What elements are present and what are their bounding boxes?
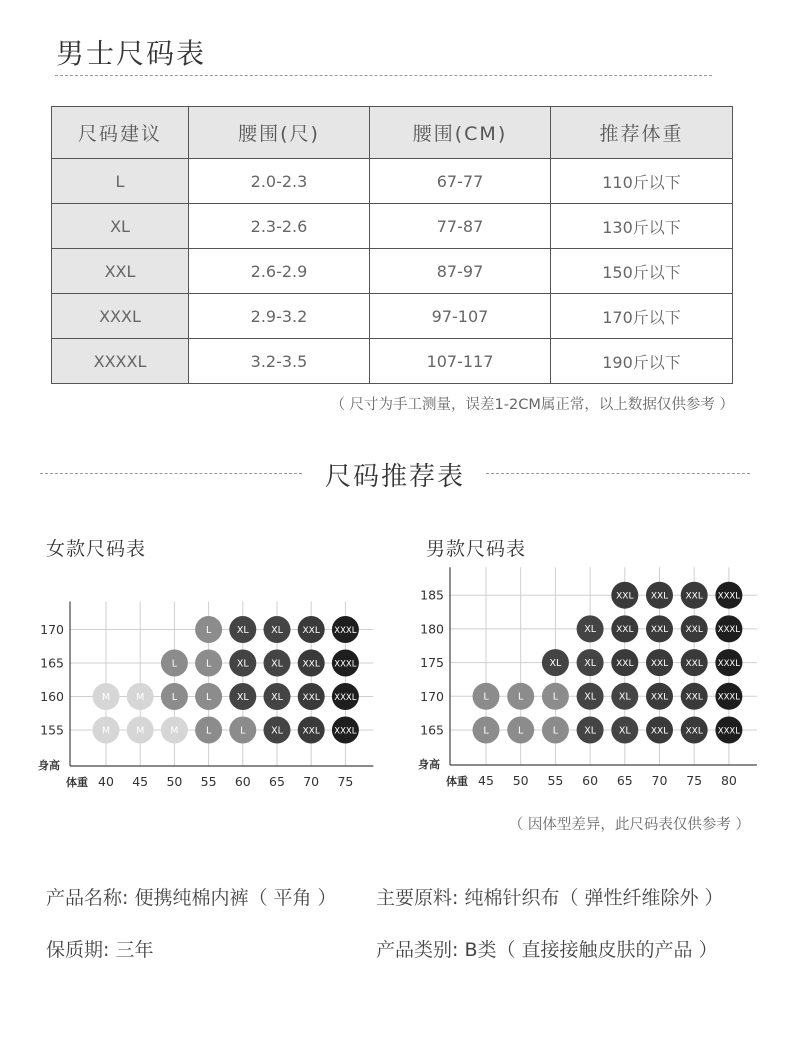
size-marker-label: XXL xyxy=(650,726,669,737)
size-marker-label: M xyxy=(136,725,145,737)
info-label: 主要原料: xyxy=(376,887,459,909)
info-value: 便携纯棉内裤（ 平角 ） xyxy=(134,887,337,909)
size-marker-label: XL xyxy=(271,624,283,636)
size-marker-label: L xyxy=(552,691,559,703)
size-marker-label: L xyxy=(518,725,524,737)
size-marker-label: L xyxy=(483,725,489,737)
size-marker-label: XL xyxy=(549,657,562,669)
x-tick-label: 80 xyxy=(720,773,737,788)
title-divider xyxy=(55,75,712,76)
y-tick-label: 165 xyxy=(40,655,64,671)
women-chart-title: 女款尺码表 xyxy=(46,538,147,560)
size-marker-label: L xyxy=(205,725,212,737)
size-marker-label: XXL xyxy=(650,692,669,703)
x-tick-label: 75 xyxy=(686,773,703,788)
table-cell: 190斤以下 xyxy=(551,339,733,384)
main-material xyxy=(376,883,724,910)
size-marker-label: XL xyxy=(584,657,597,669)
table-cell: 130斤以下 xyxy=(551,204,733,249)
size-marker-label: XXXL xyxy=(334,659,357,670)
table-cell: 170斤以下 xyxy=(551,294,733,339)
y-tick-label: 160 xyxy=(40,689,64,704)
size-marker-label: XXL xyxy=(650,625,669,636)
x-tick-label: 55 xyxy=(200,774,217,789)
x-tick-label: 60 xyxy=(582,773,599,788)
size-marker-label: XXL xyxy=(302,692,320,703)
table-header-row xyxy=(52,107,733,159)
size-marker-label: XXXL xyxy=(717,692,741,703)
size-marker-label: XXXL xyxy=(717,625,741,636)
size-marker-label: L xyxy=(171,691,178,703)
size-marker-label: XXL xyxy=(616,625,634,636)
size-marker-label: XL xyxy=(271,658,283,670)
size-marker-label: XXXL xyxy=(717,591,741,602)
size-marker-label: L xyxy=(518,691,524,703)
info-value: B类（ 直接接触皮肤的产品 ） xyxy=(464,939,718,961)
x-tick-label: 40 xyxy=(98,774,114,789)
size-marker-label: XXXL xyxy=(334,692,357,703)
info-value: 三年 xyxy=(115,939,154,961)
table-cell: 107-117 xyxy=(370,339,551,384)
info-label: 产品名称: xyxy=(46,887,129,909)
women-size-chart xyxy=(36,590,381,810)
y-axis-label: 身高 xyxy=(38,759,60,772)
size-marker-label: XL xyxy=(584,691,597,703)
table-cell: 3.2-3.5 xyxy=(189,339,370,384)
size-marker-label: XXXL xyxy=(334,625,357,636)
size-marker-label: L xyxy=(240,725,246,737)
product-name xyxy=(46,883,337,910)
table-cell: 87-97 xyxy=(370,249,551,294)
size-marker-label: M xyxy=(101,725,111,737)
men-size-chart xyxy=(416,565,761,805)
size-marker-label: XXXL xyxy=(717,658,741,669)
size-marker-label: XL xyxy=(236,658,249,670)
column-header: 尺码建议 xyxy=(52,107,189,159)
size-marker-label: XXL xyxy=(302,659,320,670)
measurement-note: （ 尺寸为手工测量，误差1-2CM属正常，以上数据仅供参考 ） xyxy=(330,397,734,413)
size-marker-label: XL xyxy=(271,691,283,703)
table-row xyxy=(52,249,733,294)
table-row xyxy=(52,159,733,204)
x-tick-label: 75 xyxy=(337,774,354,789)
size-marker-label: L xyxy=(483,691,489,703)
x-tick-label: 50 xyxy=(166,774,183,789)
page-title: 男士尺码表 xyxy=(56,37,207,70)
size-marker-label: XL xyxy=(584,725,597,737)
size-marker-label: XXXL xyxy=(334,726,357,737)
column-header: 推荐体重 xyxy=(551,107,733,159)
y-tick-label: 180 xyxy=(420,621,444,637)
column-header: 腰围(尺) xyxy=(189,107,370,159)
size-marker-label: XXL xyxy=(616,591,634,602)
section-title: 尺码推荐表 xyxy=(324,462,465,492)
table-cell: XXXXL xyxy=(52,339,189,384)
table-cell: 97-107 xyxy=(370,294,551,339)
size-marker-label: XL xyxy=(618,691,631,703)
column-header: 腰围(CM) xyxy=(370,107,551,159)
chart-note: （ 因体型差异，此尺码表仅供参考 ） xyxy=(508,817,750,833)
table-row xyxy=(52,339,733,384)
size-marker-label: XL xyxy=(236,624,249,636)
x-tick-label: 60 xyxy=(234,774,251,789)
size-marker-label: XXXL xyxy=(717,726,741,737)
table-cell: 110斤以下 xyxy=(551,159,733,204)
size-marker-label: L xyxy=(205,691,212,703)
table-cell: XL xyxy=(52,204,189,249)
shelf-life xyxy=(46,935,153,962)
table-cell: 2.3-2.6 xyxy=(189,204,370,249)
y-tick-label: 165 xyxy=(420,722,444,738)
table-cell: XXL xyxy=(52,249,189,294)
product-category xyxy=(376,935,718,962)
size-marker-label: XL xyxy=(236,691,249,703)
size-marker-label: L xyxy=(552,725,559,737)
table-cell: 2.6-2.9 xyxy=(189,249,370,294)
size-marker-label: M xyxy=(170,725,179,737)
x-tick-label: 65 xyxy=(269,774,285,789)
x-tick-label: 45 xyxy=(132,774,149,789)
size-marker-label: XXL xyxy=(685,591,703,602)
info-label: 产品类别: xyxy=(376,939,459,961)
x-axis-label: 体重 xyxy=(66,776,88,789)
x-tick-label: 55 xyxy=(547,773,564,788)
size-marker-label: XXL xyxy=(685,726,703,737)
info-value: 纯棉针织布（ 弹性纤维除外 ） xyxy=(464,887,724,909)
size-marker-label: XL xyxy=(584,624,597,636)
info-label: 保质期: xyxy=(46,939,110,961)
size-marker-label: M xyxy=(136,691,145,703)
table-cell: 2.9-3.2 xyxy=(189,294,370,339)
size-marker-label: L xyxy=(205,624,212,636)
x-tick-label: 70 xyxy=(651,773,668,788)
men-chart-title: 男款尺码表 xyxy=(426,538,527,560)
y-tick-label: 170 xyxy=(40,622,64,637)
size-marker-label: XL xyxy=(618,725,631,737)
table-row xyxy=(52,204,733,249)
y-tick-label: 185 xyxy=(420,587,444,603)
y-axis-label: 身高 xyxy=(418,758,440,771)
size-marker-label: XXL xyxy=(650,658,669,669)
table-cell: 77-87 xyxy=(370,204,551,249)
table-cell: L xyxy=(52,159,189,204)
size-table xyxy=(51,106,733,384)
size-marker-label: L xyxy=(205,658,212,670)
size-marker-label: XXL xyxy=(302,726,320,737)
size-marker-label: XXL xyxy=(616,658,634,669)
size-marker-label: XL xyxy=(271,725,283,737)
table-cell: 150斤以下 xyxy=(551,249,733,294)
y-tick-label: 170 xyxy=(420,688,444,704)
section-divider-right xyxy=(486,473,750,474)
y-tick-label: 175 xyxy=(420,655,444,671)
size-marker-label: XXL xyxy=(650,591,669,602)
x-tick-label: 50 xyxy=(512,773,529,788)
x-tick-label: 70 xyxy=(303,774,320,789)
size-marker-label: M xyxy=(101,691,111,703)
table-cell: XXXL xyxy=(52,294,189,339)
table-cell: 67-77 xyxy=(370,159,551,204)
table-cell: 2.0-2.3 xyxy=(189,159,370,204)
x-tick-label: 65 xyxy=(616,773,633,788)
x-tick-label: 45 xyxy=(478,773,494,788)
y-tick-label: 155 xyxy=(40,722,64,738)
size-marker-label: L xyxy=(171,658,178,670)
table-row xyxy=(52,294,733,339)
size-marker-label: XXL xyxy=(302,625,320,636)
size-marker-label: XXL xyxy=(685,692,703,703)
x-axis-label: 体重 xyxy=(446,775,468,788)
size-marker-label: XXL xyxy=(685,625,703,636)
size-marker-label: XXL xyxy=(685,658,703,669)
